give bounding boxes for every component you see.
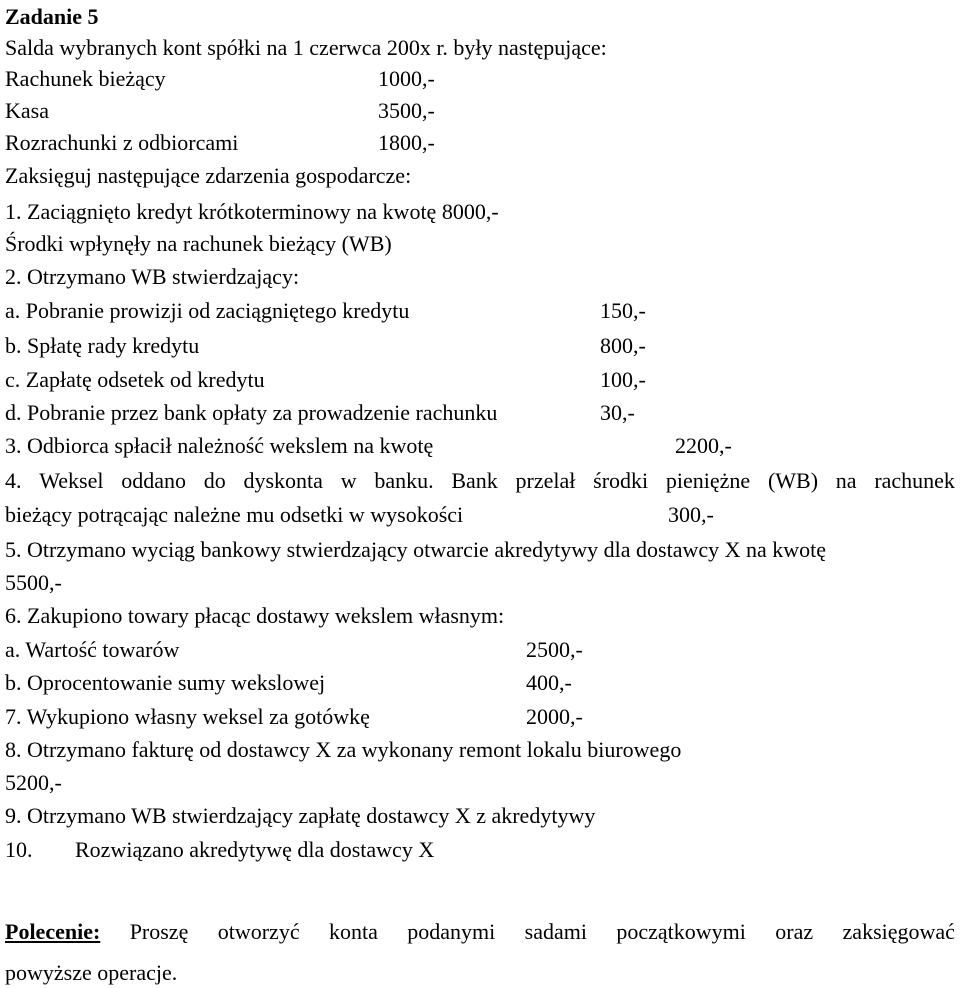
word: sadami [524, 919, 587, 944]
event-value: 2000,- [526, 704, 583, 729]
word: konta [328, 919, 378, 944]
event-value: 2200,- [675, 433, 732, 458]
word: otworzyć [217, 919, 300, 944]
event-value: 300,- [668, 502, 714, 527]
word: przelał [515, 468, 576, 493]
event-5-amount: 5500,- [5, 570, 62, 595]
event-8: 8. Otrzymano fakturę od dostawcy X za wykonany remont lokalu biurowego [5, 737, 682, 762]
event-2-item [5, 331, 646, 361]
event-label: 7. Wykupiono własny weksel za gotówkę [5, 704, 370, 729]
word: na [835, 468, 857, 493]
item-label: a. Pobranie prowizji od zaciągniętego kredytu [5, 298, 410, 323]
word: 4. [5, 468, 22, 493]
word: rachunek [874, 468, 955, 493]
event-6-item [5, 635, 583, 665]
intro-text: Salda wybranych kont spółki na 1 czerwca 200x r. były następujące: [5, 35, 607, 60]
event-1: 1. Zaciągnięto kredyt krótkoterminowy na kwotę 8000,- [5, 199, 499, 224]
word: Weksel [39, 468, 104, 493]
event-text: Rozwiązano akredytywę dla dostawcy X [75, 837, 435, 862]
item-label: b. Spłatę rady kredytu [5, 333, 200, 358]
item-value: 150,- [600, 298, 646, 323]
word: w [340, 468, 357, 493]
word: pieniężne [665, 468, 751, 493]
item-value: 2500,- [526, 637, 583, 662]
event-3 [5, 431, 732, 461]
word: zaksięgować [842, 919, 955, 944]
instruction-text: Zaksięguj następujące zdarzenia gospodarcze: [5, 163, 412, 188]
balance-row [5, 64, 435, 94]
event-2: 2. Otrzymano WB stwierdzający: [5, 264, 300, 289]
word: środki [593, 468, 649, 493]
event-4-line-1 [5, 466, 955, 496]
event-2-item [5, 398, 635, 428]
balance-row [5, 96, 435, 126]
balance-name: Rachunek bieżący [5, 66, 166, 91]
event-4-line-2 [5, 500, 714, 530]
word: Bank [451, 468, 498, 493]
event-9: 9. Otrzymano WB stwierdzający zapłatę dostawcy X z akredytywy [5, 803, 596, 828]
balance-name: Kasa [5, 98, 49, 123]
word: (WB) [767, 468, 819, 493]
item-label: d. Pobranie przez bank opłaty za prowadzenie rachunku [5, 400, 498, 425]
command-label: Polecenie: [5, 919, 101, 944]
word: oraz [775, 919, 814, 944]
word: początkowymi [616, 919, 746, 944]
event-number: 10. [5, 837, 33, 862]
balance-value: 1800,- [378, 130, 435, 155]
event-2-item [5, 365, 646, 395]
item-label: a. Wartość towarów [5, 637, 180, 662]
event-7 [5, 702, 583, 732]
item-label: c. Zapłatę odsetek od kredytu [5, 367, 265, 392]
word: do [203, 468, 226, 493]
event-6: 6. Zakupiono towary płacąc dostawy wekslem własnym: [5, 603, 505, 628]
word: Proszę [129, 919, 189, 944]
word: dyskonta [243, 468, 323, 493]
event-8-amount: 5200,- [5, 770, 62, 795]
item-label: b. Oprocentowanie sumy wekslowej [5, 670, 326, 695]
event-2-item [5, 296, 646, 326]
balance-value: 1000,- [378, 66, 435, 91]
event-1-detail: Środki wpłynęły na rachunek bieżący (WB) [5, 231, 392, 256]
balance-row [5, 128, 435, 158]
item-value: 30,- [600, 400, 635, 425]
task-title: Zadanie 5 [5, 4, 99, 29]
balance-value: 3500,- [378, 98, 435, 123]
balance-name: Rozrachunki z odbiorcami [5, 130, 239, 155]
command-line-2: powyższe operacje. [5, 960, 178, 985]
word: oddano [121, 468, 186, 493]
word: banku. [374, 468, 434, 493]
event-10 [5, 835, 434, 865]
word: podanymi [407, 919, 496, 944]
event-6-item [5, 668, 572, 698]
item-value: 800,- [600, 333, 646, 358]
event-label: bieżący potrącając należne mu odsetki w wysokości [5, 502, 464, 527]
item-value: 100,- [600, 367, 646, 392]
command-line-1 [5, 917, 955, 947]
event-5: 5. Otrzymano wyciąg bankowy stwierdzający otwarcie akredytywy dla dostawcy X na kwotę [5, 537, 827, 562]
item-value: 400,- [526, 670, 572, 695]
event-label: 3. Odbiorca spłacił należność wekslem na kwotę [5, 433, 434, 458]
